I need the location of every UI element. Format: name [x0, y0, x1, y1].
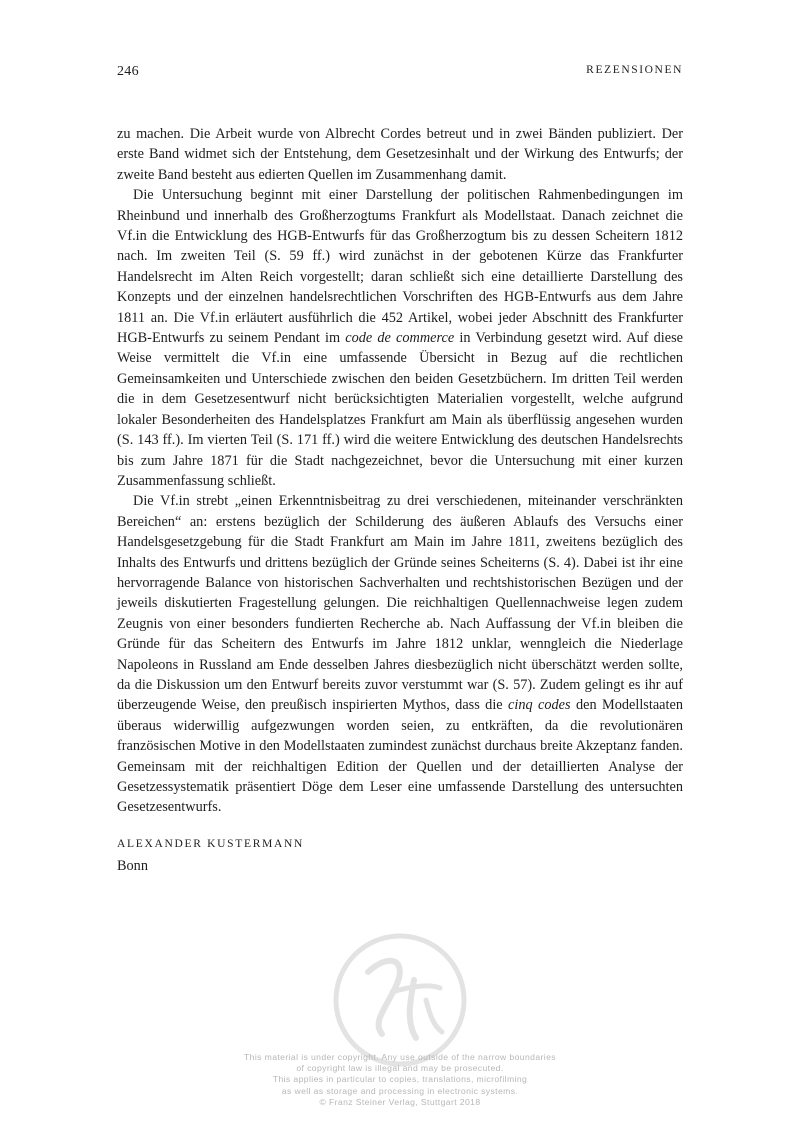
text-run: den Modellstaaten überaus widerwillig aufgezwungen worden seien, zu entkräften, da die revolutionären französischen Motive in den Modellstaaten zumindest zunächst durchaus breite Akzeptanz fanden. Gemeinsam mit der reichhaltigen Edition der Quellen und der detaillierten Analyse der Gesetzessystematik präsentiert Döge dem Leser eine umfassende Darstellung des untersuchten Gesetzesentwurfs. — [117, 697, 683, 816]
copyright-line: of copyright law is illegal and may be prosecuted. — [296, 1063, 504, 1074]
reviewer-name: ALEXANDER KUSTERMANN — [117, 838, 305, 850]
copyright-line: © Franz Steiner Verlag, Stuttgart 2018 — [319, 1096, 481, 1107]
running-head: REZENSIONEN — [586, 64, 683, 76]
text-run: Die Untersuchung beginnt mit einer Darstellung der politischen Rahmenbedingungen im Rheinbund und innerhalb des Großherzogtums Frankfurt als Modellstaat. Danach zeichnet die Vf.in die Entwicklung des HGB-Entwurfs für das Großherzogtum bis zu dessen Scheitern 1812 nach. Im zweiten Teil (S. 59 ff.) wird zunächst in der gebotenen Kürze das Frankfurter Handelsrecht im Alten Reich vorgestellt; daran schließt sich eine detaillierte Darstellung des Konzepts und der einzelnen handelsrechtlichen Vorschriften des HGB-Entwurfs aus dem Jahre 1811 an. Die Vf.in erläutert ausführlich die 452 Artikel, wobei jeder Abschnitt des Frankfurter HGB-Entwurfs zu seinem Pendant im — [117, 187, 683, 347]
paragraph — [117, 124, 683, 185]
review-body — [117, 124, 683, 818]
copyright-line: This applies in particular to copies, translations, microfilming — [272, 1074, 528, 1085]
page-header — [117, 64, 683, 84]
copyright-line: as well as storage and processing in electronic systems. — [281, 1085, 519, 1096]
text-run: in Verbindung gesetzt wird. Auf diese Weise vermittelt die Vf.in eine umfassende Übersicht in Bezug auf die rechtlichen Gemeinsamkeiten und Unterschiede zwischen den beiden Gesetzbüchern. Im dritten Teil werden die in dem Gesetzesentwurf nicht berücksichtigten Materialien vorgestellt, welche aufgrund lokaler Besonderheiten des Handelsplatzes Frankfurt am Main als überflüssig angesehen wurden (S. 143 ff.). Im vierten Teil (S. 171 ff.) wird die weitere Entwicklung des deutschen Handelsrechts bis zum Jahre 1871 für die Stadt nachgezeichnet, bevor die Untersuchung mit einer kurzen Zusammenfassung schließt. — [117, 330, 684, 489]
italic-term: code de commerce — [345, 330, 455, 347]
page-number: 246 — [117, 64, 139, 79]
paragraph — [117, 185, 683, 491]
publisher-seal-icon — [330, 930, 470, 1070]
text-run: Die Vf.in strebt „einen Erkenntnisbeitrag zu drei verschiedenen, miteinander verschränkten Bereichen“ an: erstens bezüglich der Schilderung des äußeren Ablaufs des Versuchs einer Handelsgesetzgebung für die Stadt Frankfurt am Main im Jahre 1811, zweitens bezüglich des Inhalts des Entwurfs und drittens bezüglich der Gründe seines Scheiterns (S. 4). Dabei ist ihr eine hervorragende Balance von historischen Sachverhalten und rechtshistorischen Bezügen und der jeweils diskutierten Fragestellung gelungen. Die reichhaltigen Quellennachweise legen zudem Zeugnis von einer besonders fundierten Recherche ab. Nach Auffassung der Vf.in bleiben die Gründe für das Scheitern des Entwurfs im Jahre 1812 unklar, wenngleich die Niederlage Napoleons in Russland am Ende desselben Jahres diesbezüglich nicht überschätzt werden sollte, da die Diskussion um den Entwurf bereits zuvor verstummt war (S. 57). Zudem gelingt es ihr auf überzeugende Weise, den preußisch inspirierten Mythos, dass die — [117, 493, 683, 714]
paragraph — [117, 491, 683, 818]
italic-term: cinq codes — [508, 697, 571, 714]
copyright-notice — [200, 1052, 600, 1108]
text-run: zu machen. Die Arbeit wurde von Albrecht Cordes betreut und in zwei Bänden publiziert. Der erste Band widmet sich der Entstehung, dem Gesetzesinhalt und der Wirkung des Entwurfs; der zweite Band besteht aus edierten Quellen im Zusammenhang damit. — [117, 126, 683, 183]
reviewer-location: Bonn — [117, 858, 148, 874]
copyright-line: This material is under copyright. Any use outside of the narrow boundaries — [244, 1052, 556, 1062]
